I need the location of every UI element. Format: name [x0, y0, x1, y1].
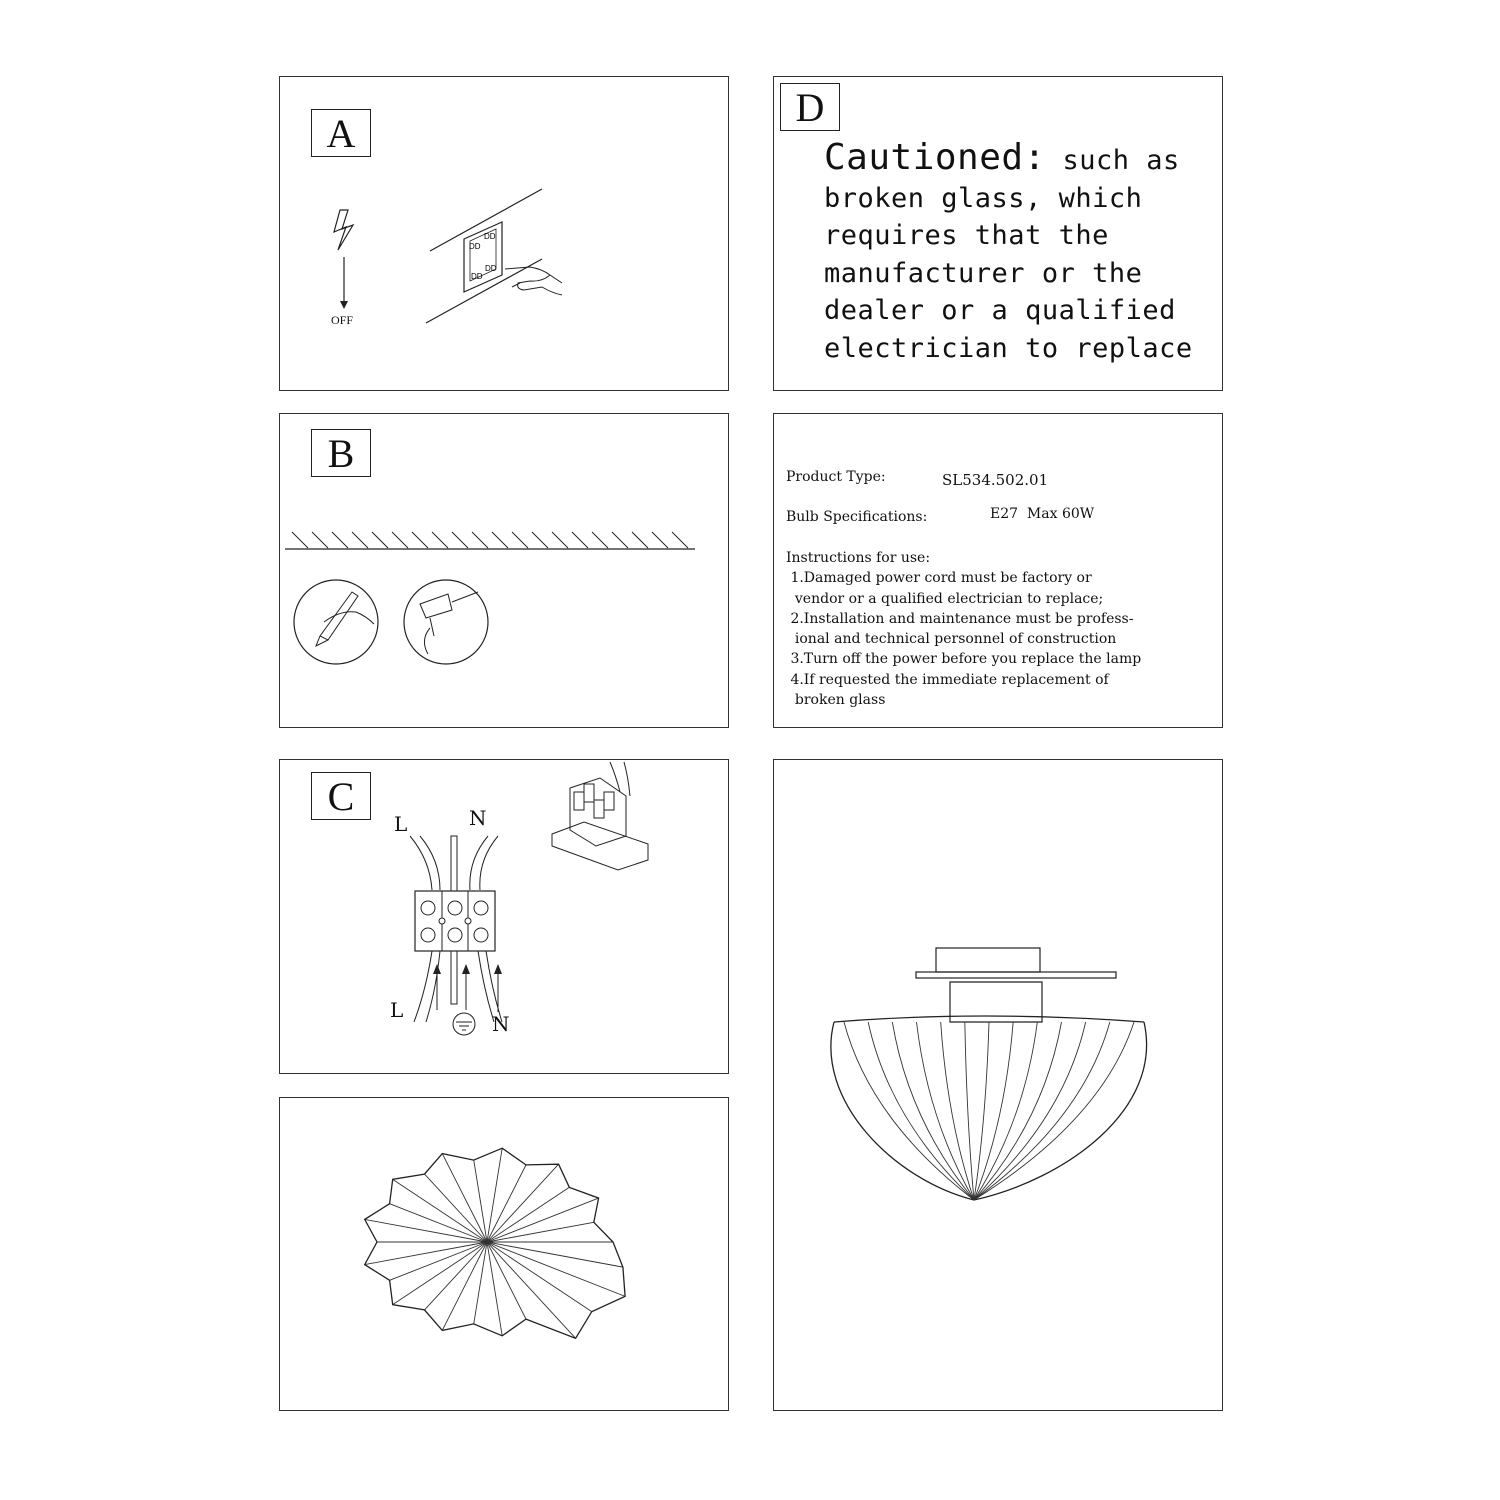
- wire-label-top-right: N: [469, 806, 487, 830]
- wire-label-top-left: L: [394, 812, 408, 836]
- instruction-line: 3.Turn off the power before you replace the lamp: [786, 651, 1142, 668]
- up-arrow-icon: [462, 964, 470, 974]
- terminal-3d-icon: [552, 822, 648, 870]
- svg-text:DD: DD: [484, 232, 496, 241]
- instructions-title: Instructions for use:: [786, 550, 931, 566]
- panel-c-label: C: [311, 772, 371, 820]
- hand-icon: [505, 267, 562, 295]
- wire-label-bottom-left: L: [390, 998, 404, 1022]
- panel-specs: [773, 413, 1223, 728]
- pencil-circle-icon: [294, 580, 378, 664]
- instruction-line: ional and technical personnel of construction: [786, 631, 1117, 648]
- panel-c: [279, 759, 729, 1074]
- down-arrow-icon: [340, 301, 348, 309]
- panel-d-label: D: [780, 83, 840, 131]
- svg-text:DD: DD: [471, 272, 483, 281]
- switch-off-illustration: [280, 77, 730, 392]
- panel-b: [279, 413, 729, 728]
- up-arrow-icon: [494, 964, 502, 974]
- svg-text:DD: DD: [485, 264, 497, 273]
- ceiling-drill-illustration: [280, 414, 730, 729]
- bulb-spec-label: Bulb Specifications:: [786, 509, 928, 525]
- caution-word: Cautioned:: [824, 137, 1046, 178]
- panel-b-label: B: [311, 429, 371, 477]
- instruction-line: broken glass: [786, 692, 886, 709]
- caution-body: such as broken glass, which requires that the manufacturer or the dealer or a qualified electrician to replace: [824, 145, 1193, 364]
- instruction-line: 2.Installation and maintenance must be profess-: [786, 610, 1134, 627]
- up-arrow-icon: [433, 964, 441, 974]
- caution-text: [824, 139, 1193, 367]
- instruction-line: vendor or a qualified electrician to replace;: [786, 590, 1104, 607]
- panel-a-label: A: [311, 109, 371, 157]
- ground-icon: [453, 1013, 475, 1035]
- panel-shade-top: [279, 1097, 729, 1411]
- svg-text:DD: DD: [469, 242, 481, 251]
- bulb-spec-value: E27 Max 60W: [990, 506, 1095, 522]
- panel-d: [773, 76, 1223, 391]
- wire-label-bottom-right: N: [492, 1012, 510, 1036]
- panel-lamp-front: [773, 759, 1223, 1411]
- off-label: OFF: [331, 313, 354, 327]
- instructions: [786, 548, 1141, 710]
- instruction-line: 4.If requested the immediate replacement of: [786, 671, 1109, 688]
- instruction-line: 1.Damaged power cord must be factory or: [786, 570, 1092, 587]
- panel-a: [279, 76, 729, 391]
- product-type-label: Product Type:: [786, 469, 886, 485]
- product-type-value: SL534.502.01: [942, 471, 1049, 489]
- lightning-icon: [334, 210, 353, 250]
- shade-top-illustration: [280, 1098, 730, 1412]
- lamp-front-illustration: [774, 760, 1224, 1412]
